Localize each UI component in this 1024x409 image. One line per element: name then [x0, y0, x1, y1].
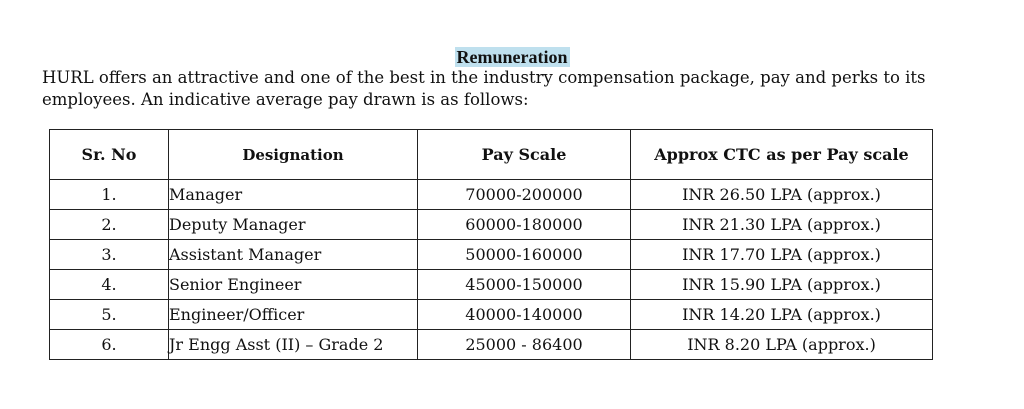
cell-pay-scale: 60000-180000: [418, 210, 631, 240]
cell-sr-no: 2.: [50, 210, 169, 240]
cell-ctc: INR 8.20 LPA (approx.): [631, 330, 933, 360]
cell-sr-no: 1.: [50, 180, 169, 210]
cell-ctc: INR 17.70 LPA (approx.): [631, 240, 933, 270]
cell-ctc: INR 14.20 LPA (approx.): [631, 300, 933, 330]
cell-ctc: INR 15.90 LPA (approx.): [631, 270, 933, 300]
table-row: [50, 330, 933, 360]
cell-pay-scale: 40000-140000: [418, 300, 631, 330]
cell-designation: Engineer/Officer: [169, 300, 418, 330]
cell-designation: Jr Engg Asst (II) – Grade 2: [169, 330, 418, 360]
table-row: [50, 210, 933, 240]
cell-pay-scale: 45000-150000: [418, 270, 631, 300]
pay-table: [49, 129, 933, 360]
cell-designation: Senior Engineer: [169, 270, 418, 300]
cell-pay-scale: 70000-200000: [418, 180, 631, 210]
table-row: [50, 240, 933, 270]
header-approx-ctc: Approx CTC as per Pay scale: [631, 130, 933, 180]
cell-ctc: INR 21.30 LPA (approx.): [631, 210, 933, 240]
cell-designation: Manager: [169, 180, 418, 210]
cell-sr-no: 3.: [50, 240, 169, 270]
cell-designation: Deputy Manager: [169, 210, 418, 240]
table-row: [50, 300, 933, 330]
cell-sr-no: 5.: [50, 300, 169, 330]
cell-sr-no: 6.: [50, 330, 169, 360]
cell-designation: Assistant Manager: [169, 240, 418, 270]
cell-pay-scale: 50000-160000: [418, 240, 631, 270]
table-row: [50, 180, 933, 210]
header-designation: Designation: [169, 130, 418, 180]
intro-paragraph: HURL offers an attractive and one of the best in the industry compensation package, pay and perks to its employees. An indicative average pay drawn is as follows:: [42, 68, 926, 109]
page-title: Remuneration: [456, 47, 568, 67]
table-row: [50, 270, 933, 300]
cell-ctc: INR 26.50 LPA (approx.): [631, 180, 933, 210]
cell-pay-scale: 25000 - 86400: [418, 330, 631, 360]
cell-sr-no: 4.: [50, 270, 169, 300]
header-sr-no: Sr. No: [50, 130, 169, 180]
header-pay-scale: Pay Scale: [418, 130, 631, 180]
table-header-row: [50, 130, 933, 180]
title-container: [0, 47, 1024, 67]
